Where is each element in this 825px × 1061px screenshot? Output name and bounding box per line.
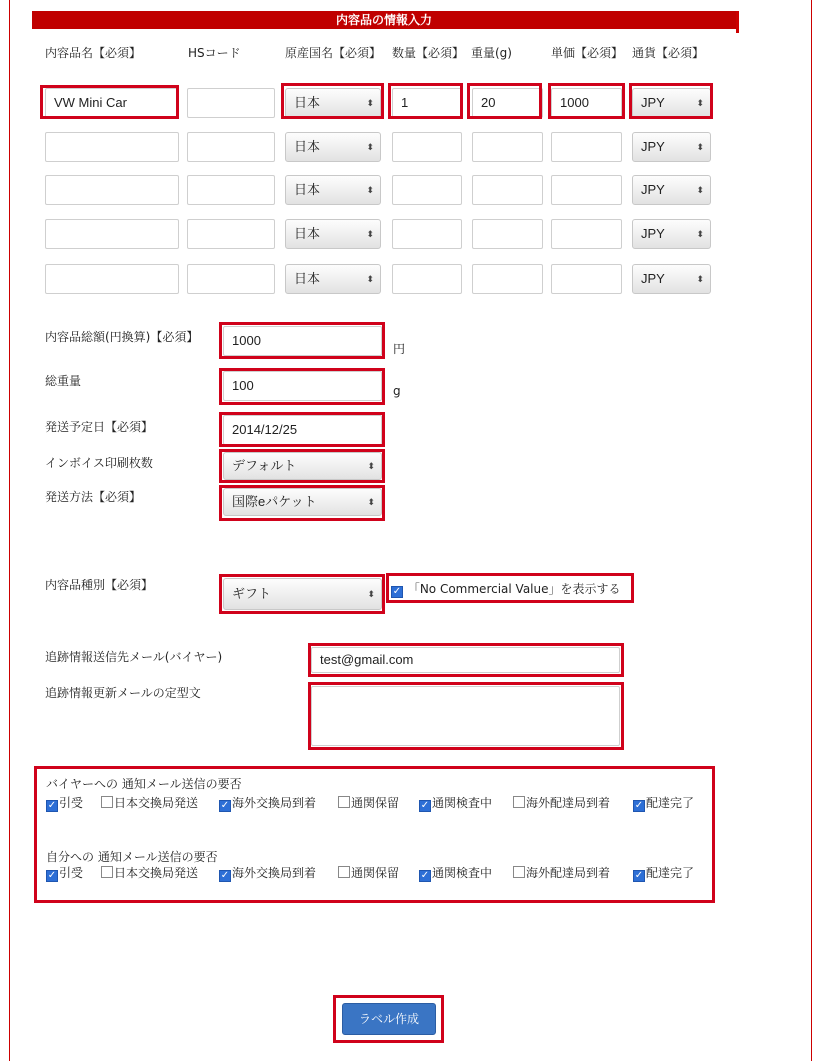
self-notify-option[interactable] xyxy=(419,864,492,882)
option-label: 通関検査中 xyxy=(432,796,493,810)
quantity-input[interactable] xyxy=(392,175,462,205)
weight-input[interactable] xyxy=(472,132,543,162)
select-arrow-icon: ⬍ xyxy=(366,142,374,152)
highlight-tracking-email xyxy=(308,643,624,677)
self-notify-option[interactable] xyxy=(338,864,399,881)
total-value-input[interactable]: 1000 xyxy=(223,326,382,356)
origin-select-value: 日本 xyxy=(294,95,321,110)
item-name-input[interactable] xyxy=(45,132,179,162)
currency-select-value: JPY xyxy=(641,95,665,110)
buyer-notify-option[interactable] xyxy=(338,794,399,811)
checkbox-unchecked-icon[interactable] xyxy=(513,796,525,808)
select-arrow-icon: ⬍ xyxy=(367,461,375,471)
buyer-notify-option[interactable] xyxy=(633,794,694,812)
total-weight-input[interactable]: 100 xyxy=(223,371,382,401)
origin-select[interactable] xyxy=(285,175,381,205)
checkbox-checked-icon[interactable]: ✓ xyxy=(220,870,230,881)
option-label: 通関保留 xyxy=(351,866,400,880)
currency-select-value: JPY xyxy=(641,226,665,241)
option-label: 引受 xyxy=(59,866,84,880)
ship-method-value: 国際eパケット xyxy=(232,494,317,509)
hs-code-input[interactable] xyxy=(187,219,275,249)
hs-code-input[interactable] xyxy=(187,88,275,118)
header-weight: 重量(g) xyxy=(471,46,512,60)
highlight-origin xyxy=(281,83,384,119)
ship-method-label: 発送方法【必須】 xyxy=(45,490,142,504)
origin-select[interactable] xyxy=(285,264,381,294)
select-arrow-icon: ⬍ xyxy=(696,142,704,152)
select-arrow-icon: ⬍ xyxy=(367,589,375,599)
checkbox-unchecked-icon[interactable] xyxy=(101,866,113,878)
select-arrow-icon: ⬍ xyxy=(366,98,374,108)
header-hs-code: HSコード xyxy=(188,46,241,60)
origin-select-value: 日本 xyxy=(294,182,321,197)
tracking-email-label: 追跡情報送信先メール(バイヤー) xyxy=(45,650,223,664)
currency-select-value: JPY xyxy=(641,271,665,286)
weight-input[interactable] xyxy=(472,264,543,294)
checkbox-checked-icon[interactable]: ✓ xyxy=(420,800,430,811)
no-commercial-label: 「No Commercial Value」を表示する xyxy=(407,582,621,596)
highlight-currency xyxy=(629,83,713,119)
header-currency: 通貨【必須】 xyxy=(632,46,705,60)
self-notify-option[interactable] xyxy=(46,864,83,882)
section-title: 内容品の情報入力 xyxy=(32,11,736,29)
buyer-notify-option[interactable] xyxy=(101,794,198,811)
buyer-notify-title: バイヤーへの 通知メール送信の要否 xyxy=(46,777,242,791)
highlight-quantity xyxy=(388,83,463,119)
total-weight-label: 総重量 xyxy=(45,374,82,388)
content-type-value: ギフト xyxy=(232,586,272,601)
origin-select[interactable] xyxy=(285,132,381,162)
buyer-notify-option[interactable] xyxy=(219,794,316,812)
tracking-template-label: 追跡情報更新メールの定型文 xyxy=(45,686,201,700)
checkbox-checked-icon[interactable]: ✓ xyxy=(220,800,230,811)
self-notify-option[interactable] xyxy=(633,864,694,882)
highlight-content-type xyxy=(219,574,385,614)
select-arrow-icon: ⬍ xyxy=(366,185,374,195)
checkbox-unchecked-icon[interactable] xyxy=(338,796,350,808)
buyer-notify-option[interactable] xyxy=(46,794,83,812)
highlight-unit-price xyxy=(548,83,625,119)
highlight-tracking-template xyxy=(308,682,624,750)
highlight-invoice-copies xyxy=(219,449,385,483)
header-quantity: 数量【必須】 xyxy=(392,46,465,60)
option-label: 海外交換局到着 xyxy=(232,796,317,810)
self-notify-option[interactable] xyxy=(219,864,316,882)
currency-select-value: JPY xyxy=(641,182,665,197)
highlight-submit xyxy=(333,995,444,1043)
option-label: 日本交換局発送 xyxy=(114,796,199,810)
highlight-item-name xyxy=(40,85,179,119)
option-label: 通関検査中 xyxy=(432,866,493,880)
weight-input[interactable] xyxy=(472,175,543,205)
self-notify-option[interactable] xyxy=(513,864,610,881)
option-label: 配達完了 xyxy=(646,796,695,810)
origin-select[interactable] xyxy=(285,219,381,249)
tracking-email-input[interactable]: test@gmail.com xyxy=(311,647,620,673)
option-label: 配達完了 xyxy=(646,866,695,880)
item-name-input[interactable]: VW Mini Car xyxy=(45,88,179,118)
highlight-ship-method xyxy=(219,485,385,521)
checkbox-checked-icon[interactable]: ✓ xyxy=(47,870,57,881)
unit-price-input[interactable] xyxy=(551,175,622,205)
select-arrow-icon: ⬍ xyxy=(366,229,374,239)
unit-price-input[interactable]: 1000 xyxy=(551,88,622,118)
highlight-ship-date xyxy=(219,412,385,447)
checkbox-checked-icon[interactable]: ✓ xyxy=(634,870,644,881)
checkbox-unchecked-icon[interactable] xyxy=(513,866,525,878)
hs-code-input[interactable] xyxy=(187,175,275,205)
self-notify-title: 自分への 通知メール送信の要否 xyxy=(46,850,218,864)
invoice-copies-label: インボイス印刷枚数 xyxy=(45,456,153,470)
buyer-notify-option[interactable] xyxy=(419,794,492,812)
unit-price-input[interactable] xyxy=(551,132,622,162)
self-notify-option[interactable] xyxy=(101,864,198,881)
header-origin: 原産国名【必須】 xyxy=(285,46,382,60)
checkbox-checked-icon[interactable]: ✓ xyxy=(47,800,57,811)
create-label-button[interactable]: ラベル作成 xyxy=(342,1003,436,1035)
item-name-input[interactable] xyxy=(45,219,179,249)
select-arrow-icon: ⬍ xyxy=(696,98,704,108)
select-arrow-icon: ⬍ xyxy=(367,497,375,507)
title-edge xyxy=(736,11,739,33)
currency-select[interactable] xyxy=(632,175,711,205)
invoice-copies-value: デフォルト xyxy=(232,458,297,473)
currency-select[interactable] xyxy=(632,132,711,162)
item-name-input[interactable] xyxy=(45,175,179,205)
header-unit-price: 単価【必須】 xyxy=(551,46,624,60)
currency-select-value: JPY xyxy=(641,139,665,154)
checkbox-unchecked-icon[interactable] xyxy=(101,796,113,808)
buyer-notify-option[interactable] xyxy=(513,794,610,811)
select-arrow-icon: ⬍ xyxy=(696,185,704,195)
highlight-no-commercial xyxy=(386,573,634,603)
quantity-input[interactable] xyxy=(392,219,462,249)
highlight-total-weight xyxy=(219,368,385,405)
total-weight-unit: g xyxy=(393,384,401,398)
checkbox-unchecked-icon[interactable] xyxy=(338,866,350,878)
origin-select-value: 日本 xyxy=(294,271,321,286)
select-arrow-icon: ⬍ xyxy=(696,274,704,284)
hs-code-input[interactable] xyxy=(187,132,275,162)
weight-input[interactable] xyxy=(472,219,543,249)
quantity-input[interactable] xyxy=(392,264,462,294)
option-label: 引受 xyxy=(59,796,84,810)
option-label: 海外配達局到着 xyxy=(526,796,611,810)
checkbox-checked-icon[interactable]: ✓ xyxy=(392,586,402,597)
currency-select[interactable] xyxy=(632,219,711,249)
option-label: 日本交換局発送 xyxy=(114,866,199,880)
currency-select[interactable] xyxy=(632,264,711,294)
select-arrow-icon: ⬍ xyxy=(696,229,704,239)
checkbox-checked-icon[interactable]: ✓ xyxy=(634,800,644,811)
total-value-label: 内容品総額(円換算)【必須】 xyxy=(45,330,199,344)
ship-date-label: 発送予定日【必須】 xyxy=(45,420,154,434)
quantity-input[interactable] xyxy=(392,132,462,162)
ship-date-input[interactable]: 2014/12/25 xyxy=(223,415,382,445)
origin-select-value: 日本 xyxy=(294,226,321,241)
content-type-label: 内容品種別【必須】 xyxy=(45,578,154,592)
highlight-weight xyxy=(467,83,542,119)
option-label: 海外配達局到着 xyxy=(526,866,611,880)
item-name-input[interactable] xyxy=(45,264,179,294)
total-value-unit: 円 xyxy=(393,342,406,356)
select-arrow-icon: ⬍ xyxy=(366,274,374,284)
option-label: 海外交換局到着 xyxy=(232,866,317,880)
hs-code-input[interactable] xyxy=(187,264,275,294)
header-item-name: 内容品名【必須】 xyxy=(45,46,142,60)
unit-price-input[interactable] xyxy=(551,264,622,294)
option-label: 通関保留 xyxy=(351,796,400,810)
weight-input[interactable]: 20 xyxy=(472,88,543,118)
checkbox-checked-icon[interactable]: ✓ xyxy=(420,870,430,881)
origin-select-value: 日本 xyxy=(294,139,321,154)
highlight-total-value xyxy=(219,322,385,359)
quantity-input[interactable]: 1 xyxy=(392,88,462,118)
unit-price-input[interactable] xyxy=(551,219,622,249)
